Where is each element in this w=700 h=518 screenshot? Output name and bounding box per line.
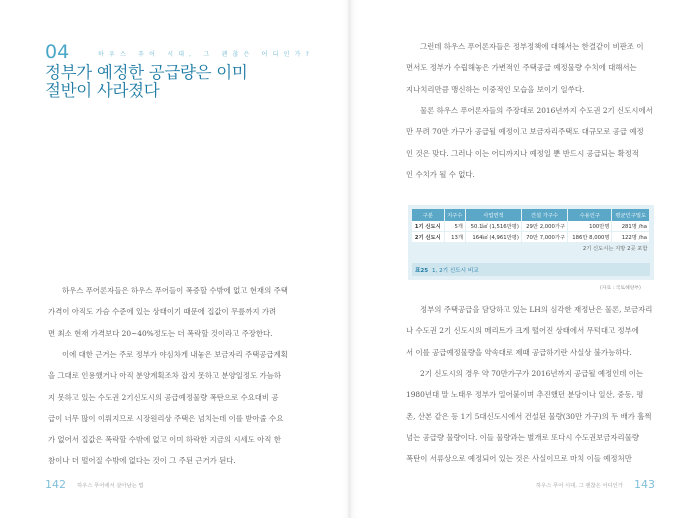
text-line: 이에 대한 근거는 주로 정부가 야심차게 내놓은 보금자리 주택공급계획 [62, 350, 288, 359]
text-line: 서 이를 공급예정물량을 약속대로 제때 공급하기란 사실상 불가능하다. [406, 347, 632, 357]
table-caption-label: 표25 [415, 268, 429, 274]
table-cell: 100만명 [568, 221, 612, 232]
table-note: 2기 신도시는 지방 2곳 포함 [412, 243, 650, 254]
column-header: 사업면적 [465, 209, 521, 221]
text-line: 인 수치가 될 수 없다. [406, 169, 475, 179]
text-line: 나 수도권 2기 신도시의 메리트가 크게 떨어진 상태에서 무턱대고 정부에 [406, 326, 639, 336]
table-cell: 13개 [444, 232, 465, 243]
text-line: 촌, 산본 같은 등 1기 5대신도시에서 건설된 물량(30만 가구)의 두 배가 훌쩍 [406, 411, 652, 421]
text-line: 면 최소 현재 가격보다 20~40%정도는 더 폭락할 것이라고 주장한다. [48, 328, 273, 338]
table-cell: 186만 8,000명 [568, 232, 612, 243]
text-line: 인 것은 맞다. 그러나 이는 어디까지나 예정일 뿐 반드시 공급되는 확정적 [406, 148, 639, 158]
table-caption [412, 263, 650, 276]
table-cell: 70만 7,000가구 [521, 232, 567, 243]
table-row [412, 221, 650, 232]
text-line: 폭탄이 서류상으로 예정되어 있는 것은 사실이므로 마치 이들 예정처만 [406, 454, 632, 464]
heading-line: 절반이 사라졌다 [45, 81, 160, 100]
right-paragraph-4 [406, 363, 652, 469]
heading-line: 정부가 예정한 공급량은 이미 [45, 63, 248, 82]
text-line: 지나치리만큼 맹신하는 이중적인 모습을 보이기 일쑤다. [406, 84, 585, 94]
text-line: 하우스 푸어론자들은 하우스 푸어들이 폭증할 수밖에 없고 현재의 주택 [62, 286, 288, 295]
text-line: 지 못하고 있는 수도권 2기신도시의 공급예정물량 폭탄으로 수요대비 공 [48, 392, 279, 402]
text-line: 참이나 더 떨어질 수밖에 없다는 것이 그 주된 근거가 된다. [48, 456, 236, 466]
table-cell: 2기 신도시 [412, 232, 444, 243]
column-header: 구분 [412, 209, 444, 221]
page-number: 142 [45, 478, 66, 491]
text-line: 1980년대 말 노태우 정부가 밀어붙이며 추진했던 분당이나 일산, 중동, 평 [406, 390, 644, 400]
text-line: 만 무려 70만 가구가 공급될 예정이고 보금자리주택도 대규모로 공급 예정 [406, 127, 644, 137]
right-paragraph-3 [406, 299, 653, 363]
column-header: 지구수 [444, 209, 465, 221]
table-cell: 1기 신도시 [412, 221, 444, 232]
page-number: 143 [634, 478, 655, 491]
text-line: 가 없어서 집값은 폭락할 수밖에 없고 이미 하락한 지금의 시세도 아직 한 [48, 435, 281, 445]
left-paragraph-2 [48, 344, 288, 472]
running-title: 하우스 푸어에서 살아남는 법 [77, 482, 144, 489]
text-line: 정부의 주택공급을 담당하고 있는 LH의 심각한 재정난은 물론, 보금자리 [420, 305, 653, 314]
text-line: 2기 신도시의 경우 약 70만가구가 2016년까지 공급될 예정인데 이는 [420, 369, 644, 378]
text-line: 그런데 하우스 푸어론자들은 정부정책에 대해서는 한결같이 비판조 이 [420, 42, 644, 51]
column-header: 평균인구밀도 [612, 209, 650, 221]
text-line: 을 그대로 인용했거나 아직 분양계획조차 잡지 못하고 분양일정도 가늠하 [48, 371, 281, 381]
comparison-table-box [408, 205, 654, 280]
table-source: (자료 : 국토해양부) [600, 286, 641, 291]
right-paragraph-2 [406, 100, 653, 185]
column-header: 수용인구 [568, 209, 612, 221]
table-header-row [412, 209, 650, 221]
left-paragraph-1 [48, 280, 288, 344]
column-header: 건설 가구수 [521, 209, 567, 221]
chapter-number: 04 [45, 41, 70, 63]
right-paragraph-1 [406, 36, 644, 100]
table-cell: 50.1㎢ (1,516만평) [465, 221, 521, 232]
comparison-table [412, 209, 650, 253]
text-line: 넘는 공급량 물량이다. 이들 물량과는 별개로 또다시 수도권보금자리물량 [406, 432, 639, 442]
table-cell: 29만 2,000가구 [521, 221, 567, 232]
left-page [0, 0, 349, 518]
left-folio [45, 474, 144, 493]
table-caption-text: 1, 2기 신도시 비교 [432, 268, 479, 274]
text-line: 가격이 아직도 가슴 수준에 있는 상태이기 때문에 집값이 무릎까지 가려 [48, 307, 277, 317]
right-folio [536, 474, 655, 493]
table-cell: 122명 /ha [612, 232, 650, 243]
section-heading [45, 64, 305, 100]
table-cell: 164㎢ (4,961만평) [465, 232, 521, 243]
text-line: 면서도 정부가 수립해놓은 가변적인 주택공급 예정물량 수치에 대해서는 [406, 63, 637, 73]
table-row [412, 232, 650, 243]
text-line: 물론 하우스 푸어론자들의 주장대로 2016년까지 수도권 2기 신도시에서 [420, 106, 653, 115]
running-title: 하우스 푸어 시대, 그 괜찮은 어디인가 [536, 482, 623, 489]
chapter-title: 하우스 푸어 시대, 그 괜찮은 어디인가? [98, 51, 314, 58]
table-cell: 281명 /ha [612, 221, 650, 232]
table-cell: 5개 [444, 221, 465, 232]
table-note-row [412, 243, 650, 254]
text-line: 급이 너무 많이 이뤄지므로 시장원리상 주택은 넘치는데 이를 받아줄 수요 [48, 413, 284, 423]
